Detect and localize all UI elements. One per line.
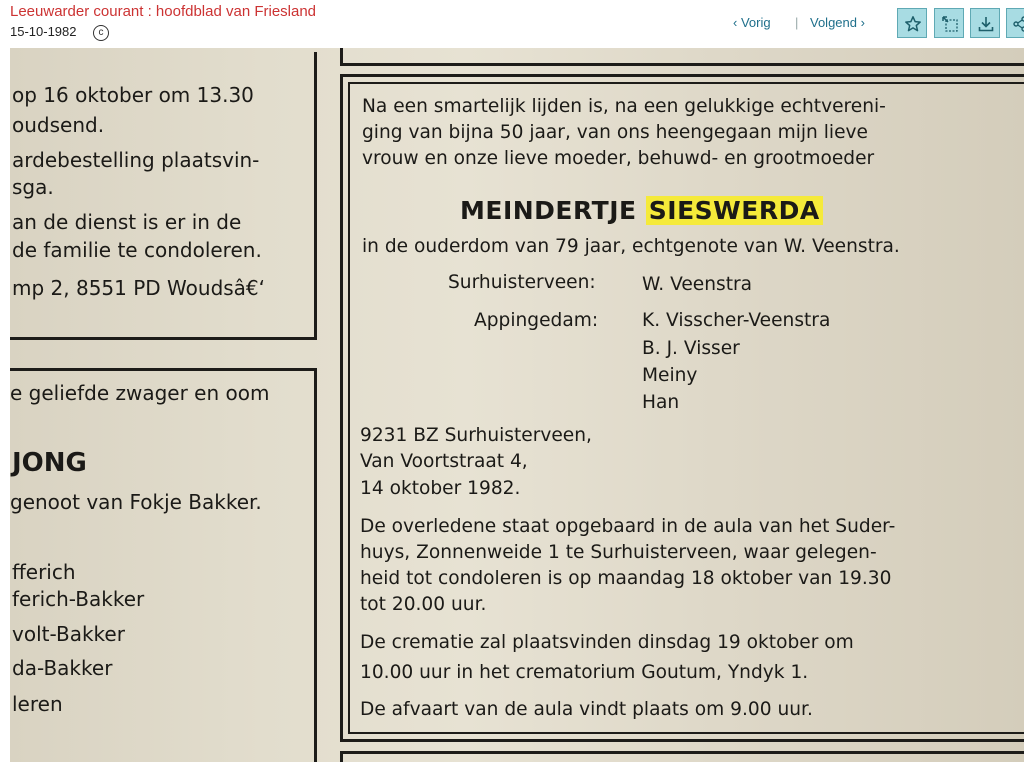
notice-frame-top-rule bbox=[340, 48, 1024, 66]
left-text-line: da-Bakker bbox=[12, 656, 113, 680]
left-text-line: de familie te condoleren. bbox=[12, 238, 262, 262]
left-text-line: op 16 oktober om 13.30 bbox=[12, 83, 254, 107]
left-text-line: sga. bbox=[12, 175, 54, 199]
left-text-line: fferich bbox=[12, 560, 76, 584]
notice-intro-line: ging van bijna 50 jaar, van ons heengegaan mijn lieve bbox=[362, 122, 868, 143]
download-button[interactable] bbox=[970, 8, 1000, 38]
left-text-line: genoot van Fokje Bakker. bbox=[10, 490, 262, 514]
share-icon bbox=[1013, 15, 1024, 33]
left-text-line: ferich-Bakker bbox=[12, 587, 145, 611]
crop-icon bbox=[941, 15, 959, 33]
viewer-header bbox=[0, 0, 1024, 46]
publication-title[interactable]: Leeuwarder courant : hoofdblad van Friesland bbox=[10, 3, 317, 20]
deceased-first-name: MEINDERTJE bbox=[460, 196, 637, 225]
nav-separator: | bbox=[795, 15, 799, 30]
notice-address-line: 9231 BZ Surhuisterveen, bbox=[360, 425, 592, 446]
notice-intro-line: Na een smartelijk lijden is, na een gelukkige echtvereni- bbox=[362, 96, 886, 117]
newspaper-scan[interactable] bbox=[10, 48, 1024, 762]
left-text-line: oudsend. bbox=[12, 113, 105, 137]
notice-address-line: 14 oktober 1982. bbox=[360, 478, 521, 499]
notice-address-line: Van Voortstraat 4, bbox=[360, 451, 528, 472]
favorite-button[interactable] bbox=[897, 8, 927, 38]
notice-intro-line: vrouw en onze lieve moeder, behuwd- en grootmoeder bbox=[362, 148, 875, 169]
deceased-surname-highlight: SIESWERDA bbox=[646, 196, 823, 225]
crop-button[interactable] bbox=[934, 8, 964, 38]
previous-link[interactable]: ‹ Vorig bbox=[733, 15, 771, 30]
notice-age-line: in de ouderdom van 79 jaar, echtgenote van W. Veenstra. bbox=[362, 236, 900, 257]
family-place: Appingedam: bbox=[474, 310, 599, 331]
notice-cremation-line: 10.00 uur in het crematorium Goutum, Yndyk 1. bbox=[360, 662, 809, 683]
publication-date: 15-10-1982 bbox=[10, 24, 77, 39]
family-member: Meiny bbox=[642, 365, 698, 386]
left-text-line: e geliefde zwager en oom bbox=[10, 381, 270, 405]
download-icon bbox=[977, 15, 995, 33]
notice-lying-in-state-line: heid tot condoleren is op maandag 18 oktober van 19.30 bbox=[360, 568, 892, 589]
left-text-line: mp 2, 8551 PD Woudsâ€‘ bbox=[12, 276, 266, 300]
copyright-icon[interactable]: c bbox=[93, 25, 109, 41]
notice-lying-in-state-line: huys, Zonnenweide 1 te Surhuisterveen, waar gelegen- bbox=[360, 542, 877, 563]
family-member: K. Visscher-Veenstra bbox=[642, 310, 831, 331]
left-text-line: ardebestelling plaatsvin- bbox=[12, 148, 260, 172]
family-member: Han bbox=[642, 392, 680, 413]
notice-lying-in-state-line: tot 20.00 uur. bbox=[360, 594, 487, 615]
notice-cremation-line: De crematie zal plaatsvinden dinsdag 19 oktober om bbox=[360, 632, 854, 653]
share-button[interactable] bbox=[1006, 8, 1024, 38]
left-deceased-name: JONG bbox=[12, 448, 87, 478]
deceased-name bbox=[460, 196, 823, 225]
notice-departure-line: De afvaart van de aula vindt plaats om 9.00 uur. bbox=[360, 699, 813, 720]
family-place: Surhuisterveen: bbox=[448, 272, 596, 293]
notice-lying-in-state-line: De overledene staat opgebaard in de aula van het Suder- bbox=[360, 516, 896, 537]
left-text-line: an de dienst is er in de bbox=[12, 210, 242, 234]
next-link[interactable]: Volgend › bbox=[810, 15, 865, 30]
left-text-line: leren bbox=[12, 692, 63, 716]
next-notice-frame bbox=[340, 751, 1024, 762]
left-text-line: volt-Bakker bbox=[12, 622, 125, 646]
family-member: W. Veenstra bbox=[642, 274, 753, 295]
star-icon bbox=[904, 15, 922, 33]
family-member: B. J. Visser bbox=[642, 338, 740, 359]
